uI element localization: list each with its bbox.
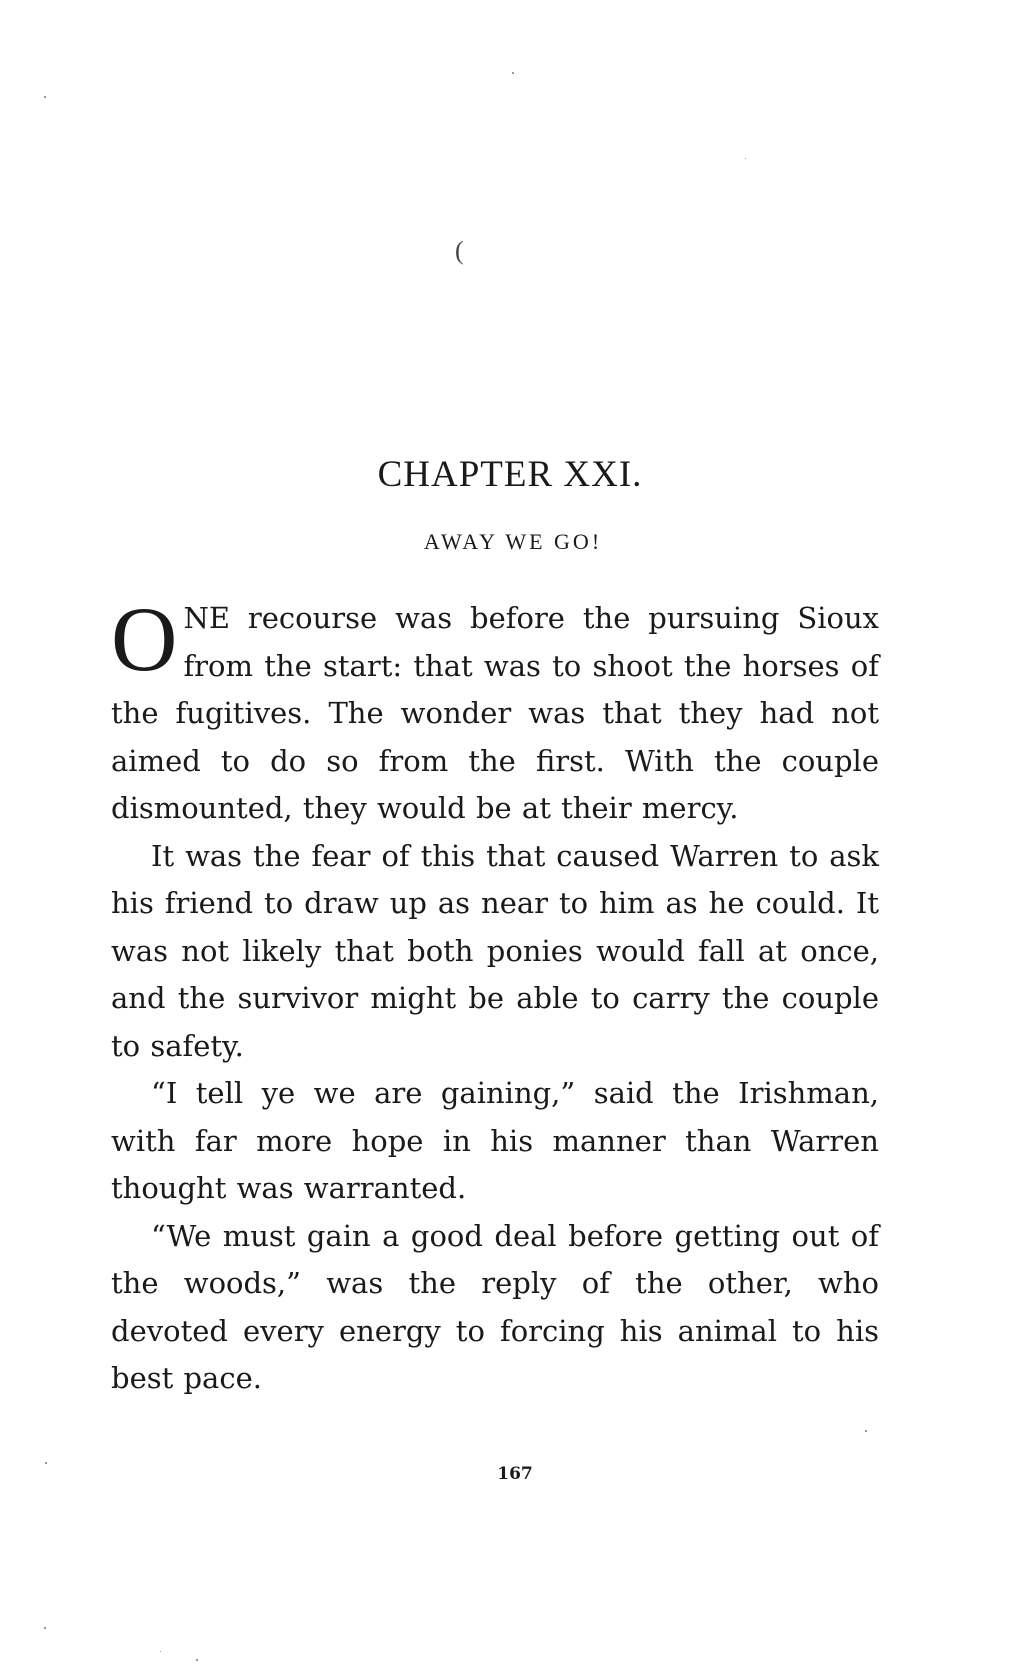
chapter-subtitle: AWAY WE GO! <box>423 529 603 554</box>
paragraph-text: NE recourse was before the pursuing Sioux from the start: that was to shoot the horses of the fugitives. The wonder was that they had not aimed to do so from the first. With the couple dismounted, they would be at their mercy. <box>111 601 879 825</box>
paragraph <box>111 588 879 833</box>
scan-speck <box>865 1430 867 1432</box>
paragraph: “I tell ye we are gaining,” said the Irishman, with far more hope in his manner than Warren thought was warranted. <box>111 1076 879 1205</box>
page-number: 167 <box>497 1464 533 1484</box>
scan-speck <box>44 96 46 98</box>
scan-speck <box>512 72 514 74</box>
scan-speck <box>160 1651 161 1652</box>
paragraph: “We must gain a good deal before getting out of the woods,” was the reply of the other, who devoted every energy to forcing his animal to his best pace. <box>111 1218 879 1395</box>
scan-speck <box>44 1627 46 1629</box>
margin-mark: ( <box>455 236 464 265</box>
scan-speck <box>745 158 746 159</box>
body-text <box>111 588 879 1403</box>
scan-speck <box>45 1462 47 1464</box>
drop-cap: O <box>111 588 178 690</box>
chapter-title: CHAPTER XXI. <box>377 454 643 495</box>
scan-speck <box>196 1659 198 1661</box>
paragraph: It was the fear of this that caused Warren to ask his friend to draw up as near to him as he could. It was not likely that both ponies would fall at once, and the survivor might be able to carry the couple to safety. <box>111 838 879 1063</box>
